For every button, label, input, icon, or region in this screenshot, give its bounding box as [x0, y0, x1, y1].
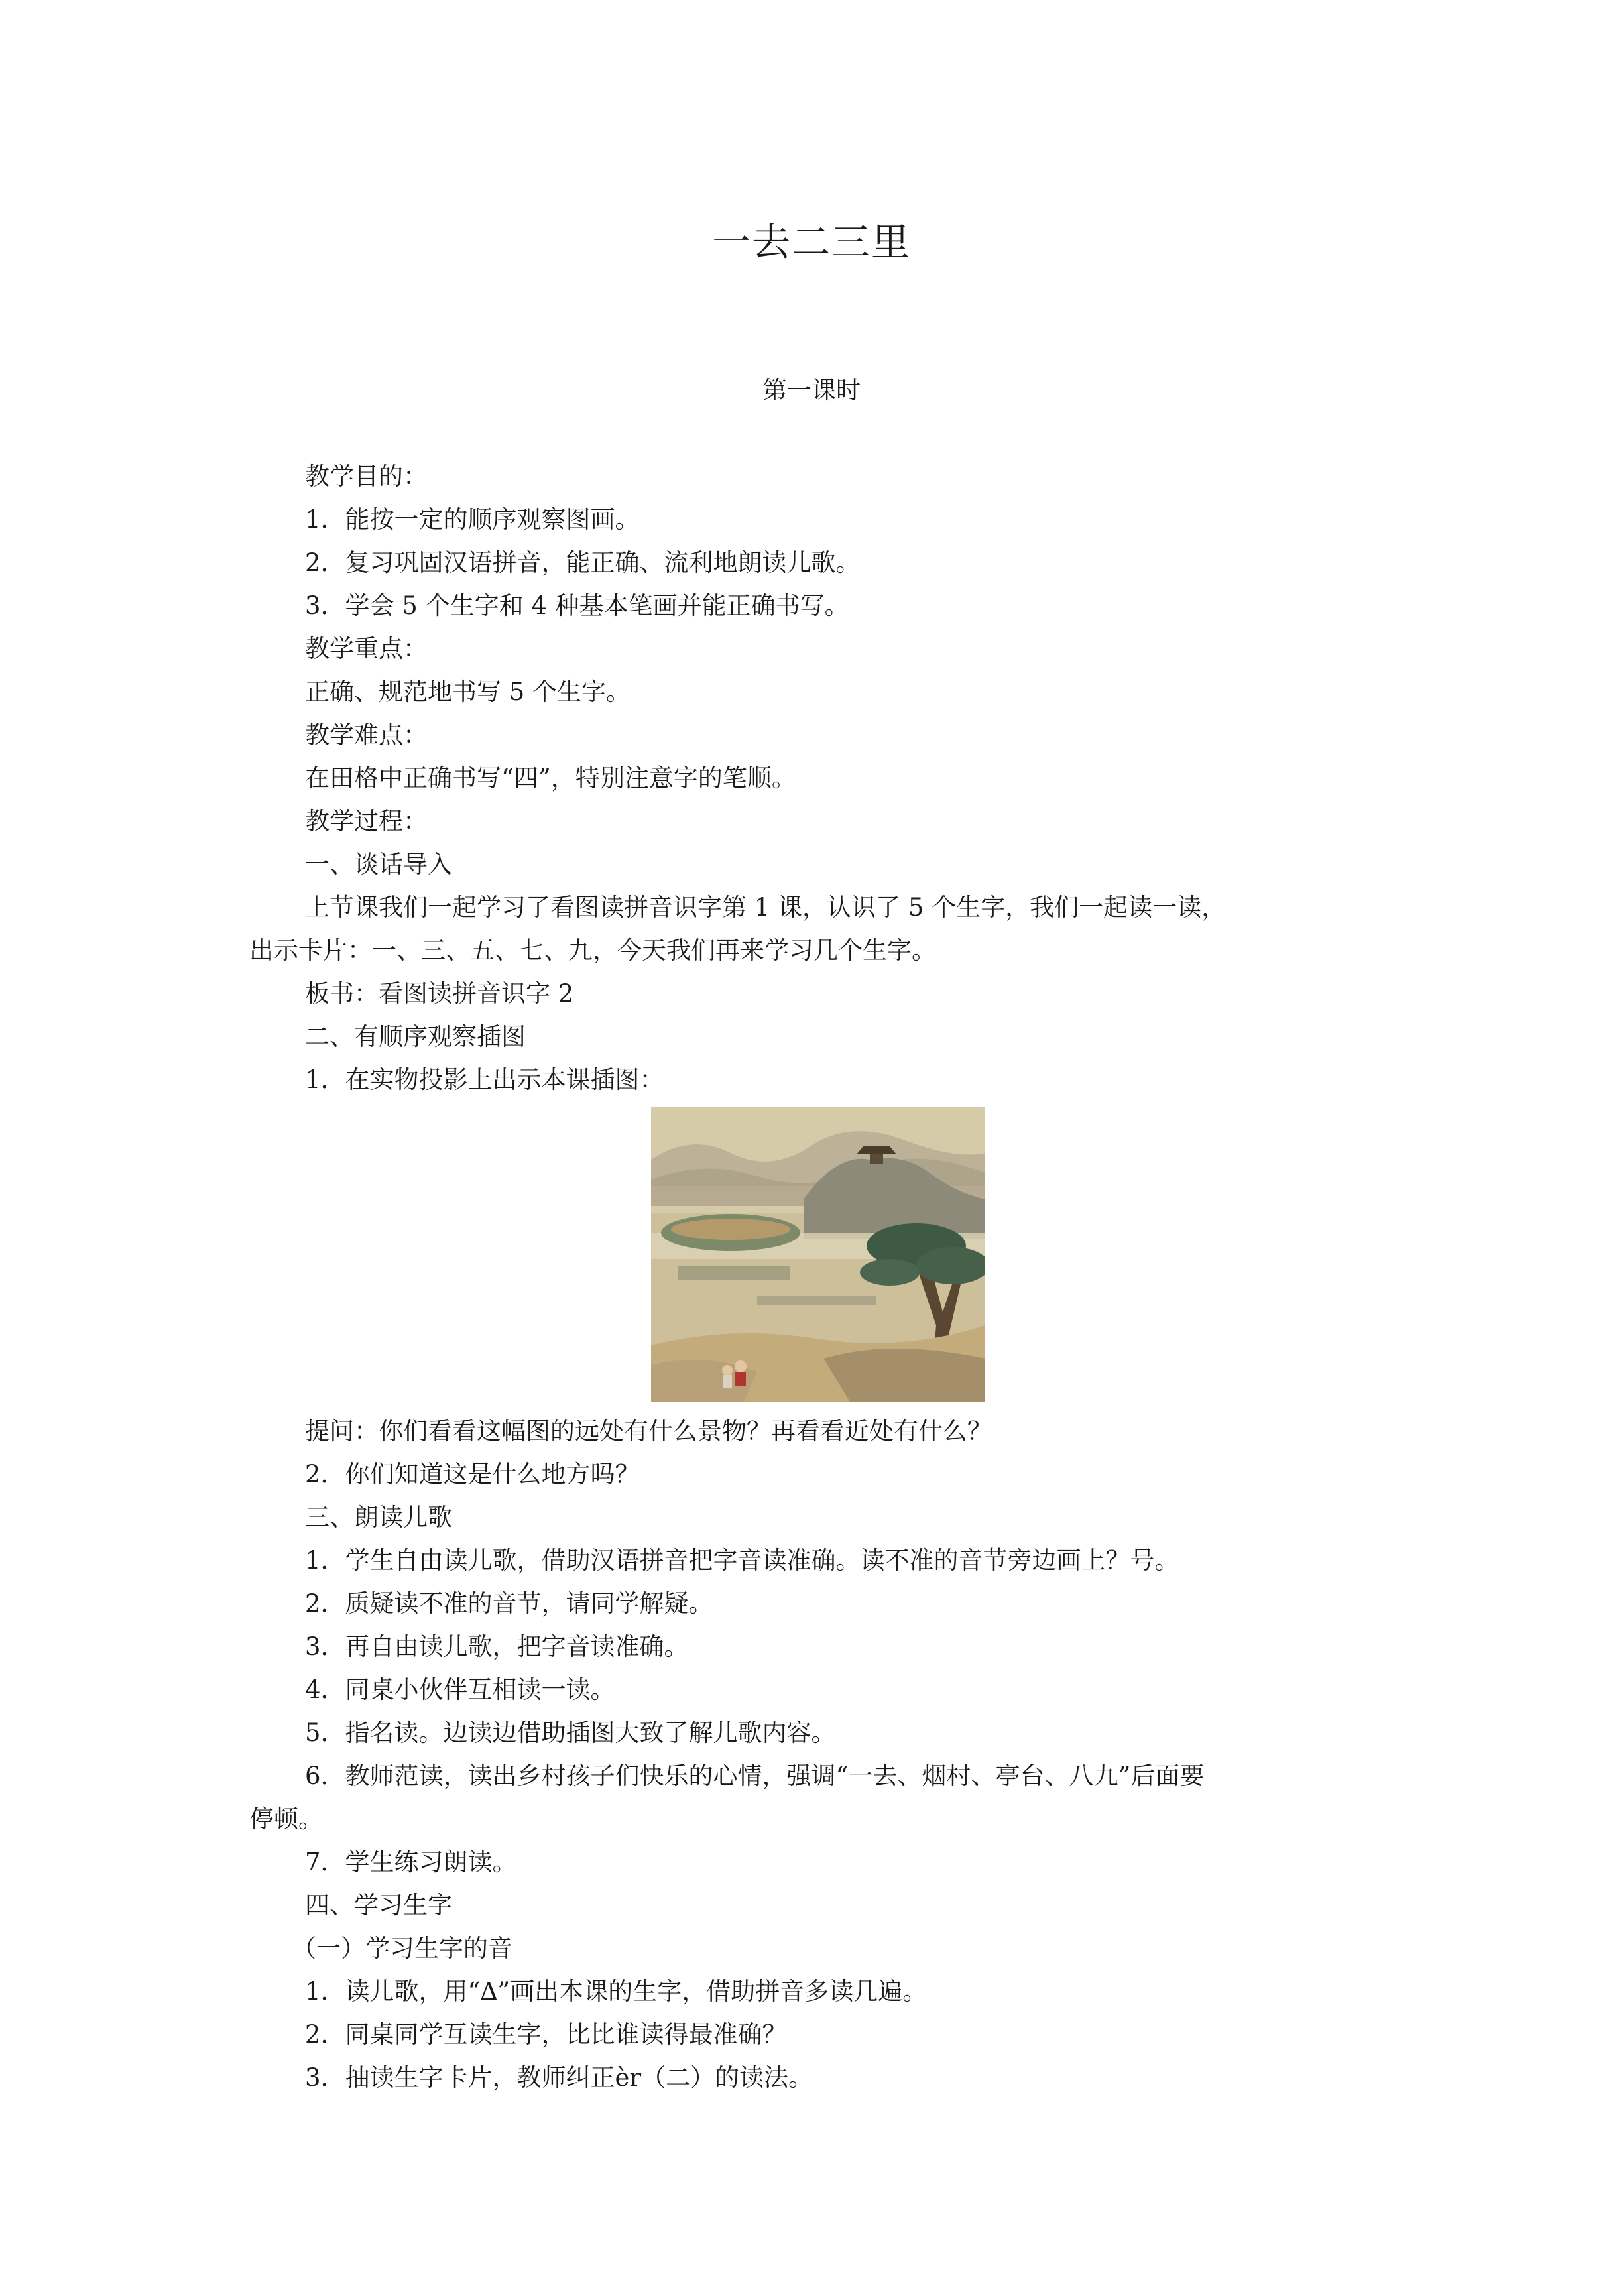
lesson-body-part-2	[249, 1410, 1387, 2099]
text-line: 3．抽读生字卡片，教师纠正èr（二）的读法。	[305, 2063, 813, 2092]
text-line: 教学重点：	[305, 634, 428, 663]
text-line: 提问：你们看看这幅图的远处有什么景物？再看看近处有什么？	[305, 1417, 992, 1445]
text-line: 教学目的：	[305, 462, 428, 491]
landscape-painting-image	[651, 1107, 985, 1402]
text-line: 教学过程：	[305, 807, 428, 835]
text-line: 1．在实物投影上出示本课插图：	[305, 1065, 664, 1094]
text-line: 三、朗读儿歌	[305, 1503, 452, 1532]
text-line: 3．再自由读儿歌，把字音读准确。	[305, 1632, 689, 1661]
text-line: 1．学生自由读儿歌，借助汉语拼音把字音读准确。读不准的音节旁边画上？号。	[305, 1546, 1179, 1575]
text-line: 正确、规范地书写 5 个生字。	[305, 678, 631, 706]
text-line: 一、谈话导入	[305, 850, 452, 878]
text-line: 板书：看图读拼音识字 2	[305, 979, 574, 1008]
text-line: （一）学习生字的音	[292, 1934, 512, 1963]
lesson-title: 一去二三里	[711, 219, 911, 265]
text-line: 3．学会 5 个生字和 4 种基本笔画并能正确书写。	[305, 591, 849, 620]
text-line: 7．学生练习朗读。	[305, 1848, 517, 1876]
text-line: 4．同桌小伙伴互相读一读。	[305, 1675, 615, 1704]
text-line: 四、学习生字	[305, 1891, 452, 1919]
text-line: 5．指名读。边读边借助插图大致了解儿歌内容。	[305, 1719, 836, 1747]
text-line: 二、有顺序观察插图	[305, 1022, 526, 1051]
text-line: 停顿。	[249, 1805, 323, 1833]
text-line: 教学难点：	[305, 721, 428, 749]
text-line: 2．复习巩固汉语拼音，能正确、流利地朗读儿歌。	[305, 548, 861, 577]
lesson-body	[249, 455, 1387, 2099]
lesson-illustration	[249, 1107, 1387, 1402]
lesson-body-part-1	[249, 455, 1387, 1101]
lesson-subtitle: 第一课时	[762, 376, 861, 404]
text-line: 2．同桌同学互读生字，比比谁读得最准确？	[305, 2020, 787, 2049]
text-line: 出示卡片：一、三、五、七、九，今天我们再来学习几个生字。	[249, 936, 936, 965]
text-line: 2．你们知道这是什么地方吗？	[305, 1460, 640, 1488]
text-line: 6．教师范读，读出乡村孩子们快乐的心情，强调“一去、烟村、亭台、八九”后面要	[305, 1762, 1205, 1790]
text-line: 1．能按一定的顺序观察图画。	[305, 505, 640, 534]
text-line: 1．读儿歌，用“∆”画出本课的生字，借助拼音多读几遍。	[305, 1977, 928, 2006]
text-line: 2．质疑读不准的音节，请同学解疑。	[305, 1589, 713, 1618]
text-line: 上节课我们一起学习了看图读拼音识字第 1 课，认识了 5 个生字，我们一起读一读，	[305, 893, 1227, 922]
text-line: 在田格中正确书写“四”，特别注意字的笔顺。	[305, 764, 796, 792]
